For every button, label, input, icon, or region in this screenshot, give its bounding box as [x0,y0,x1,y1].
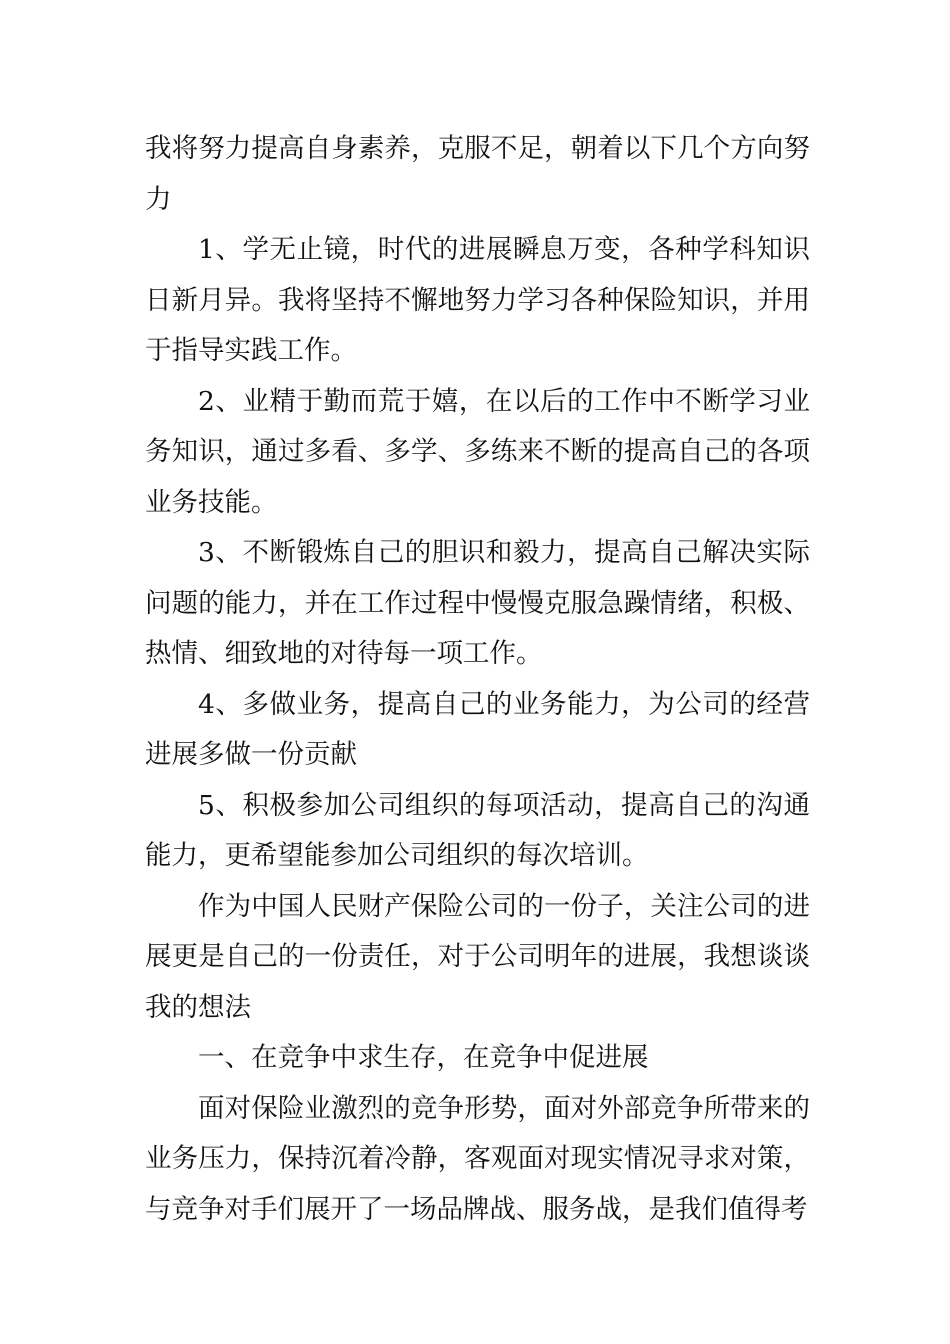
paragraph-item-1: 1、学无止镜，时代的进展瞬息万变，各种学科知识日新月异。我将坚持不懈地努力学习各种保险知识，并用于指导实践工作。 [145,234,810,366]
paragraph-company-role: 作为中国人民财产保险公司的一份子，关注公司的进展更是自己的一份责任，对于公司明年的进展，我想谈谈我的想法 [145,890,810,1023]
paragraph-item-5: 5、积极参加公司组织的每项活动，提高自己的沟通能力，更希望能参加公司组织的每次培训。 [145,789,810,871]
document-body [145,124,810,1235]
paragraph-item-2: 2、业精于勤而荒于嬉，在以后的工作中不断学习业务知识，通过多看、多学、多练来不断的提高自己的各项业务技能。 [145,385,810,518]
paragraph-competition: 面对保险业激烈的竞争形势，面对外部竞争所带来的业务压力，保持沉着冷静，客观面对现实情况寻求对策，与竞争对手们展开了一场品牌战、服务战，是我们值得考 [145,1092,810,1225]
paragraph-item-3: 3、不断锻炼自己的胆识和毅力，提高自己解决实际问题的能力，并在工作过程中慢慢克服急躁情绪，积极、热情、细致地的对待每一项工作。 [145,537,810,669]
paragraph-intro: 我将努力提高自身素养，克服不足，朝着以下几个方向努力 [145,133,810,215]
section-heading-1: 一、在竞争中求生存，在竞争中促进展 [198,1042,649,1073]
paragraph-item-4: 4、多做业务，提高自己的业务能力，为公司的经营进展多做一份贡献 [145,688,810,770]
